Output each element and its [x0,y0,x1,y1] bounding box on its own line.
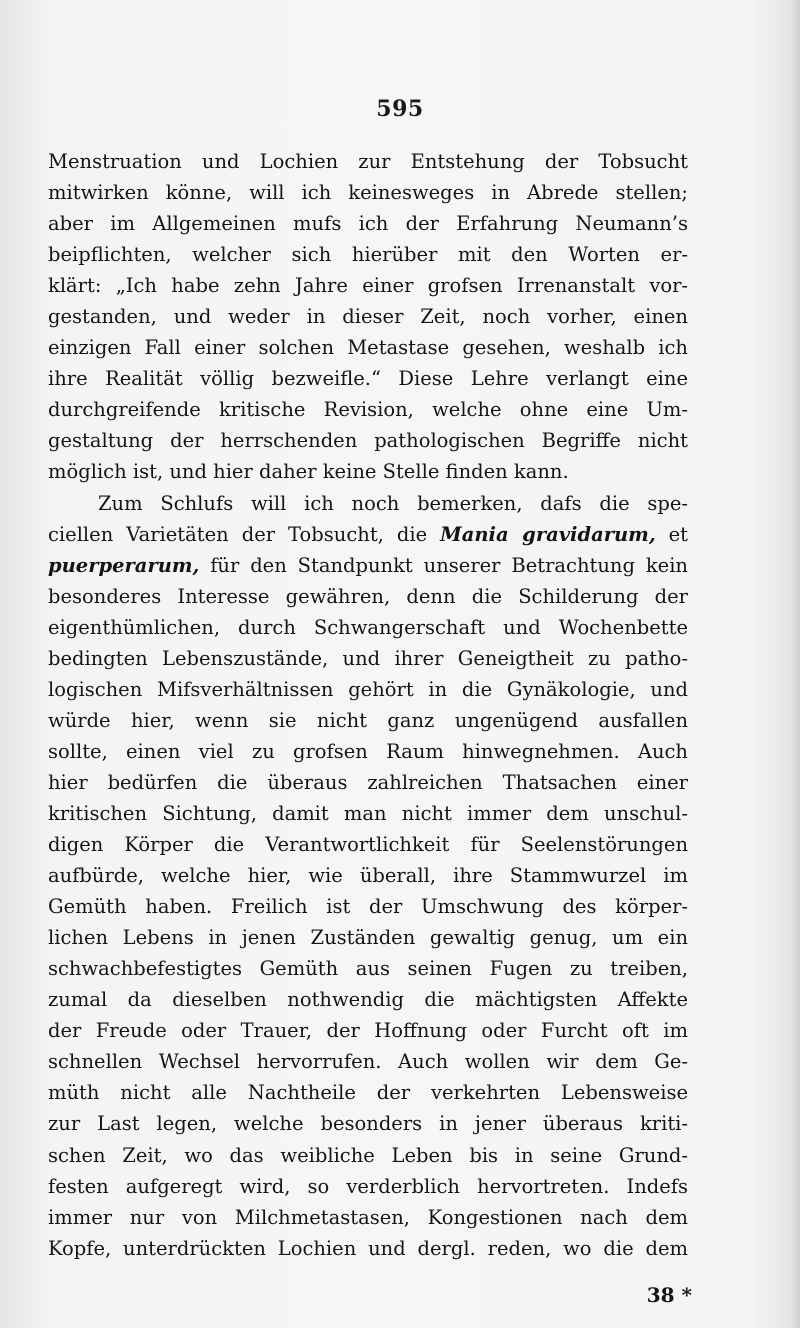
body-text [48,146,688,1264]
text-line: festen aufgeregt wird, so verderblich hervortreten. Indefs [48,1174,688,1198]
page-number: 595 [376,96,424,122]
text-line: bedingten Lebenszustände, und ihrer Geneigtheit zu patho- [48,646,688,670]
text-line: kritischen Sichtung, damit man nicht immer dem unschul- [48,801,688,825]
text-line: eigenthümlichen, durch Schwangerschaft und Wochenbette [48,615,688,639]
text-line: Kopfe, unterdrückten Lochien und dergl. reden, wo die dem [48,1236,688,1260]
text-line: besonderes Interesse gewähren, denn die Schilderung der [48,584,688,608]
text-line: klärt: „Ich habe zehn Jahre einer grofsen Irrenanstalt vor- [48,274,688,298]
text-line: digen Körper die Verantwortlichkeit für Seelenstörungen [48,833,688,857]
text-line: immer nur von Milchmetastasen, Kongestionen nach dem [48,1205,688,1229]
text-segment: ciellen Varietäten der Tobsucht, die [48,522,441,546]
italic-term: Mania gravidarum, [440,522,656,546]
text-line: Zum Schlufs will ich noch bemerken, dafs die spe- [98,491,688,515]
text-line-mixed [48,550,688,581]
signature-mark: 38 * [646,1283,692,1307]
text-line: sollte, einen viel zu grofsen Raum hinwegnehmen. Auch [48,739,688,763]
text-line: beipflichten, welcher sich hierüber mit den Worten er- [48,243,688,267]
text-segment: für den Standpunkt unserer Betrachtung kein [199,553,688,577]
text-line: schen Zeit, wo das weibliche Leben bis in seine Grund- [48,1143,688,1167]
text-line: Gemüth haben. Freilich ist der Umschwung des körper- [48,895,688,919]
text-line: schnellen Wechsel hervorrufen. Auch wollen wir dem Ge- [48,1050,688,1074]
text-line: würde hier, wenn sie nicht ganz ungenügend ausfallen [48,708,688,732]
text-line: logischen Mifsverhältnissen gehört in die Gynäkologie, und [48,677,688,701]
text-line: Menstruation und Lochien zur Entstehung der Tobsucht [48,150,688,173]
page-edge-shadow [790,0,800,1328]
text-line: möglich ist, und hier daher keine Stelle finden kann. [48,460,569,484]
text-line: schwachbefestigtes Gemüth aus seinen Fugen zu treiben, [48,957,688,981]
text-line: lichen Lebens in jenen Zuständen gewaltig genug, um ein [48,926,688,950]
text-line: durchgreifende kritische Revision, welche ohne eine Um- [48,398,688,422]
text-line: mitwirken könne, will ich keinesweges in Abrede stellen; [48,181,688,205]
text-line: aufbürde, welche hier, wie überall, ihre Stammwurzel im [48,864,688,888]
text-line: gestaltung der herrschenden pathologischen Begriffe nicht [48,429,688,453]
text-line: aber im Allgemeinen mufs ich der Erfahrung Neumann’s [48,212,688,236]
text-line: müth nicht alle Nachtheile der verkehrten Lebensweise [48,1081,688,1105]
text-segment: et [655,522,688,546]
text-line: der Freude oder Trauer, der Hoffnung oder Furcht oft im [48,1019,688,1043]
text-line: einzigen Fall einer solchen Metastase gesehen, weshalb ich [48,336,688,360]
text-line-mixed [48,519,688,550]
text-line: gestanden, und weder in dieser Zeit, noch vorher, einen [48,305,688,329]
italic-term: puerperarum, [48,553,200,577]
text-line: zur Last legen, welche besonders in jener überaus kriti- [48,1112,688,1136]
text-line: ihre Realität völlig bezweifle.“ Diese Lehre verlangt eine [48,367,688,391]
text-line: zumal da dieselben nothwendig die mächtigsten Affekte [48,988,688,1012]
text-line: hier bedürfen die überaus zahlreichen Thatsachen einer [48,770,688,794]
